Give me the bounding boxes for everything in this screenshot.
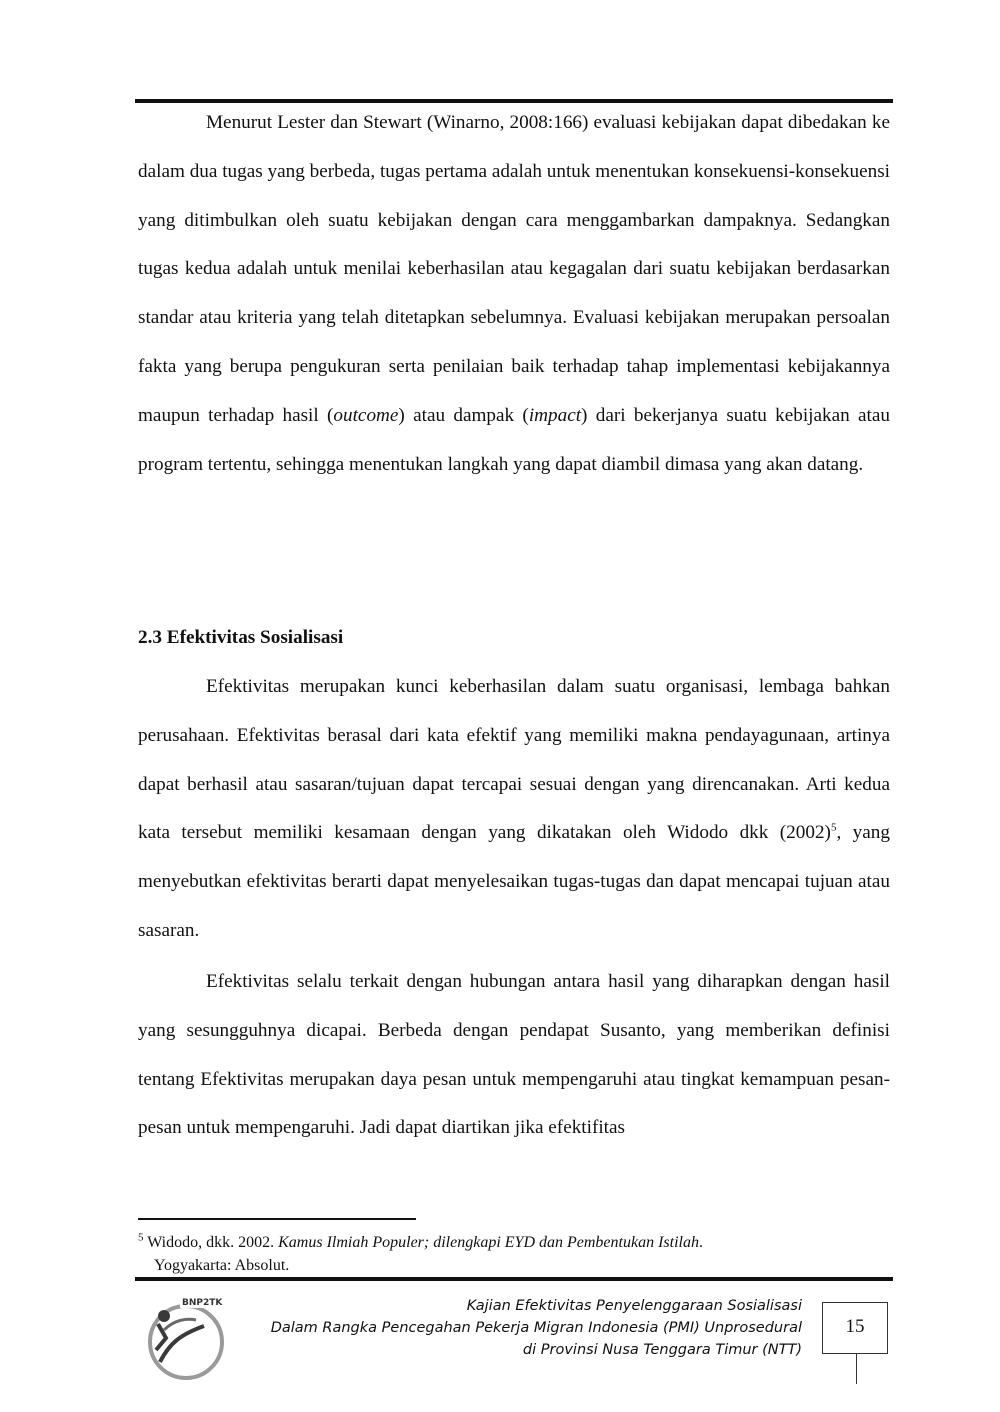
footnote: [138, 1231, 890, 1277]
logo-text: BNP2TK: [182, 1298, 223, 1308]
footnote-separator: [138, 1218, 416, 1220]
paragraph1-text-b: ) atau dampak (: [398, 404, 529, 426]
footnote-author: Widodo, dkk. 2002.: [143, 1234, 279, 1251]
footnote-title-end: .: [698, 1234, 703, 1251]
paragraph1-text-c: ) dari bekerjanya suatu kebijakan atau program tertentu, sehingga menentukan langkah yang dapat diambil dimasa yang akan datang.: [138, 404, 890, 475]
footer-rule: [135, 1277, 893, 1281]
paragraph1-text-a: Menurut Lester dan Stewart (Winarno, 2008:166) evaluasi kebijakan dapat dibedakan ke dalam dua tugas yang berbeda, tugas pertama adalah untuk menentukan konsekuensi-konsekuensi yang ditimbulkan oleh suatu kebijakan dengan cara menggambarkan dampaknya. Sedangkan tugas kedua adalah untuk menilai keberhasilan atau kegagalan dari suatu kebijakan berdasarkan standar atau kriteria yang telah ditetapkan sebelumnya. Evaluasi kebijakan merupakan persoalan fakta yang berupa pengukuran serta penilaian baik terhadap tahap implementasi kebijakannya maupun terhadap hasil (: [138, 112, 890, 426]
paragraph2-text-a: Efektivitas merupakan kunci keberhasilan dalam suatu organisasi, lembaga bahkan perusahaan. Efektivitas berasal dari kata efektif yang memiliki makna pendayagunaan, artinya dapat berhasil atau sasaran/tujuan dapat tercapai sesuai dengan yang direncanakan. Arti kedua kata tersebut memiliki kesamaan dengan yang dikatakan oleh Widodo dkk (2002): [138, 676, 890, 844]
paragraph2-text-b: , yang menyebutkan efektivitas berarti dapat menyelesaikan tugas-tugas dan dapat mencapai tujuan atau sasaran.: [138, 822, 890, 941]
bnp2tk-logo: [140, 1290, 232, 1382]
footer-report-title: [242, 1295, 802, 1361]
paragraph-efektivitas-relation: Efektivitas selalu terkait dengan hubungan antara hasil yang diharapkan dengan hasil yang sesungguhnya dicapai. Berbeda dengan pendapat Susanto, yang memberikan definisi tentang Efektivitas merupakan daya pesan untuk mempengaruhi atau tingkat kemampuan pesan-pesan untuk mempengaruhi. Jadi dapat diartikan jika efektifitas: [138, 971, 890, 1139]
page-number: 15: [822, 1302, 888, 1354]
paragraph-evaluasi-kebijakan: [138, 99, 890, 489]
page-number-stem: [856, 1354, 857, 1384]
paragraph-efektivitas-definition: [138, 663, 890, 956]
footnote-publisher: Yogyakarta: Absolut.: [154, 1257, 290, 1274]
section-heading: 2.3 Efektivitas Sosialisasi: [138, 627, 344, 648]
footer-line-2: Dalam Rangka Pencegahan Pekerja Migran Indonesia (PMI) Unprosedural: [270, 1320, 802, 1336]
footer-line-1: Kajian Efektivitas Penyelenggaraan Sosialisasi: [466, 1298, 802, 1314]
footnote-title: Kamus Ilmiah Populer; dilengkapi EYD dan Pembentukan Istilah: [278, 1234, 699, 1251]
impact-term: impact: [528, 404, 582, 426]
footer-line-3: di Provinsi Nusa Tenggara Timur (NTT): [522, 1342, 802, 1358]
footnote-reference[interactable]: 5: [830, 822, 837, 834]
footnote-number: 5: [138, 1231, 144, 1244]
outcome-term: outcome: [333, 404, 399, 426]
